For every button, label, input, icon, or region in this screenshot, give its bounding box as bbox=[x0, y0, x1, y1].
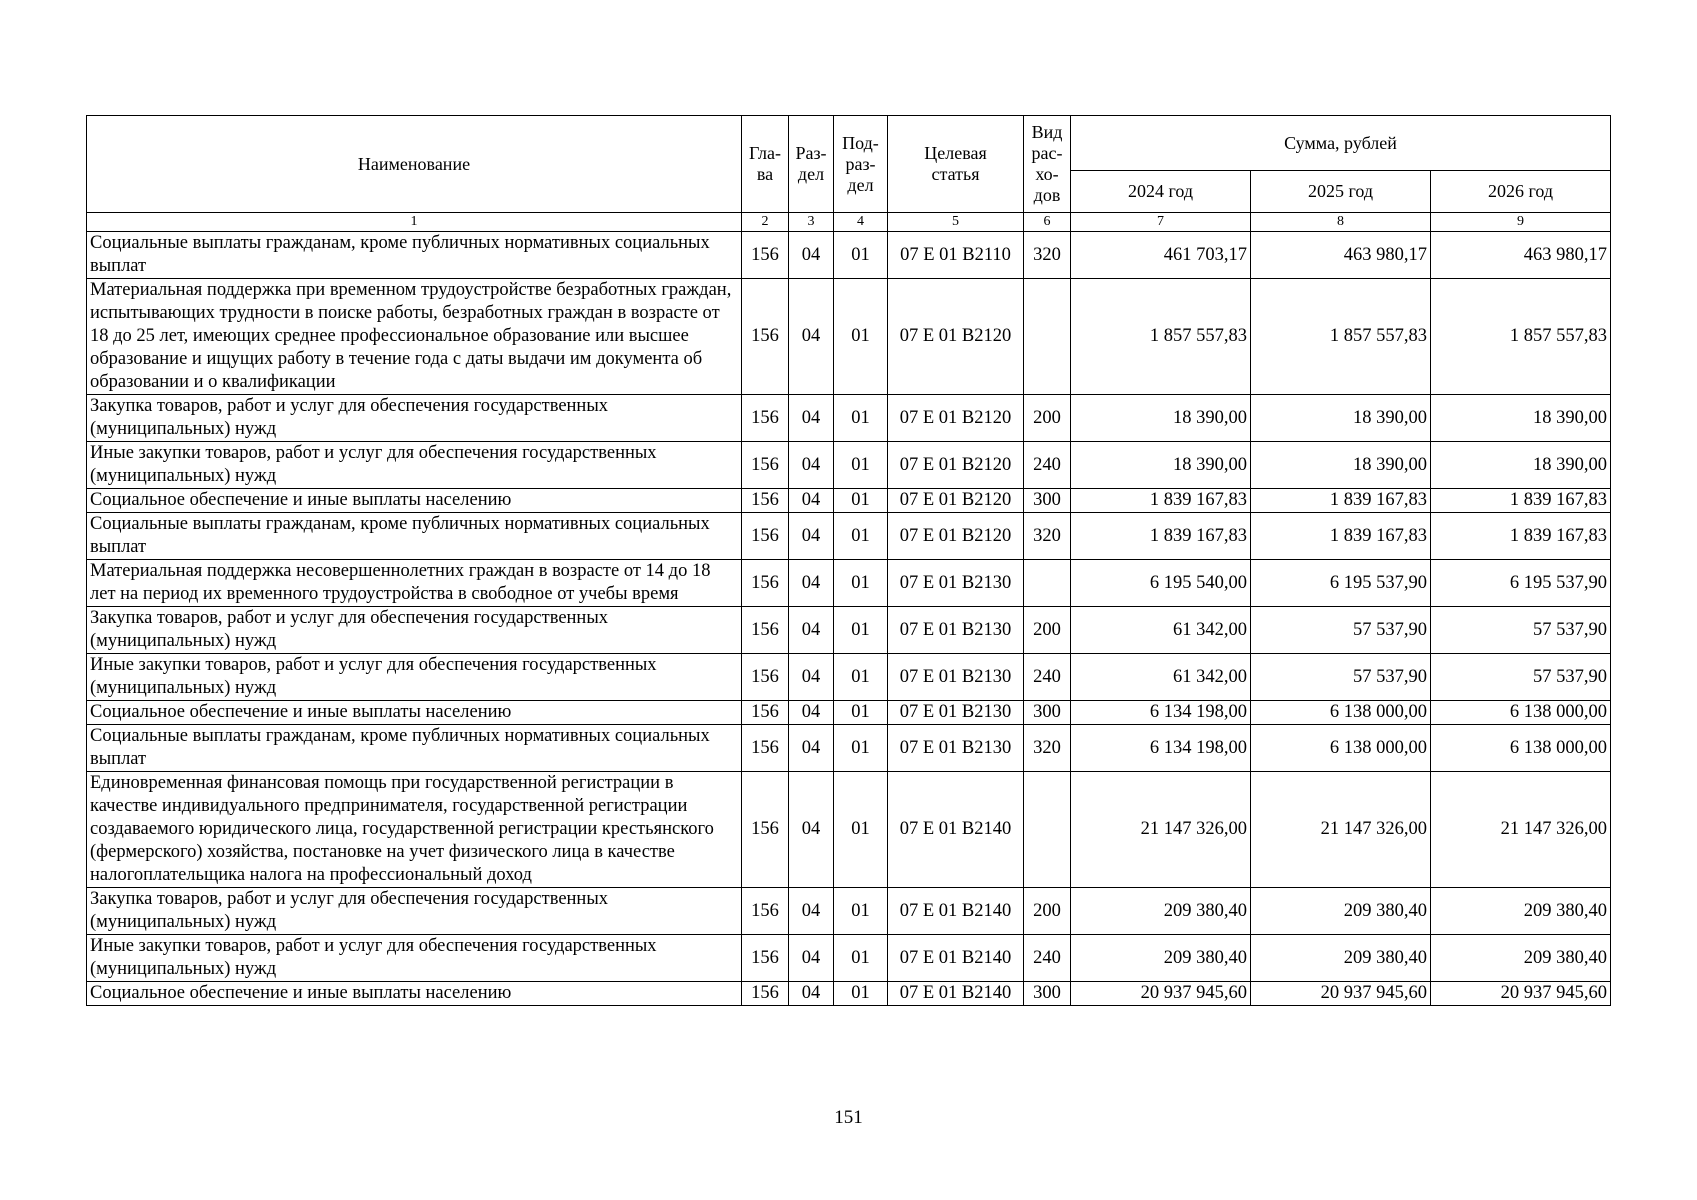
cell-target-article: 07 Е 01 В2130 bbox=[888, 560, 1024, 607]
cell-name: Социальные выплаты гражданам, кроме публичных нормативных социальных выплат bbox=[87, 725, 742, 772]
cell-amount-2025: 57 537,90 bbox=[1251, 654, 1431, 701]
cell-amount-2026: 209 380,40 bbox=[1431, 935, 1611, 982]
cell-amount-2026: 1 857 557,83 bbox=[1431, 279, 1611, 395]
table-row bbox=[87, 395, 1611, 442]
cell-name: Социальные выплаты гражданам, кроме публичных нормативных социальных выплат bbox=[87, 513, 742, 560]
cell-chapter: 156 bbox=[742, 560, 789, 607]
cell-amount-2024: 461 703,17 bbox=[1071, 232, 1251, 279]
cell-section: 04 bbox=[789, 935, 834, 982]
cell-amount-2025: 1 857 557,83 bbox=[1251, 279, 1431, 395]
cell-name: Социальное обеспечение и иные выплаты населению bbox=[87, 701, 742, 725]
table-body bbox=[87, 232, 1611, 1006]
cell-section: 04 bbox=[789, 489, 834, 513]
cell-amount-2026: 18 390,00 bbox=[1431, 442, 1611, 489]
cell-expense-type: 300 bbox=[1024, 489, 1071, 513]
cell-amount-2026: 1 839 167,83 bbox=[1431, 513, 1611, 560]
cell-amount-2024: 61 342,00 bbox=[1071, 654, 1251, 701]
column-number: 7 bbox=[1071, 213, 1251, 232]
table-row bbox=[87, 888, 1611, 935]
cell-chapter: 156 bbox=[742, 888, 789, 935]
cell-amount-2026: 57 537,90 bbox=[1431, 607, 1611, 654]
cell-expense-type: 200 bbox=[1024, 888, 1071, 935]
table-row bbox=[87, 935, 1611, 982]
cell-subsection: 01 bbox=[834, 982, 888, 1006]
cell-subsection: 01 bbox=[834, 513, 888, 560]
cell-section: 04 bbox=[789, 725, 834, 772]
cell-target-article: 07 Е 01 В2130 bbox=[888, 701, 1024, 725]
cell-name: Иные закупки товаров, работ и услуг для обеспечения государственных (муниципальных) нужд bbox=[87, 442, 742, 489]
cell-amount-2024: 20 937 945,60 bbox=[1071, 982, 1251, 1006]
cell-amount-2025: 57 537,90 bbox=[1251, 607, 1431, 654]
cell-expense-type: 200 bbox=[1024, 607, 1071, 654]
cell-expense-type: 200 bbox=[1024, 395, 1071, 442]
cell-subsection: 01 bbox=[834, 888, 888, 935]
cell-target-article: 07 Е 01 В2120 bbox=[888, 513, 1024, 560]
cell-chapter: 156 bbox=[742, 935, 789, 982]
cell-target-article: 07 Е 01 В2140 bbox=[888, 982, 1024, 1006]
cell-amount-2025: 463 980,17 bbox=[1251, 232, 1431, 279]
cell-target-article: 07 Е 01 В2130 bbox=[888, 654, 1024, 701]
cell-name: Материальная поддержка несовершеннолетних граждан в возрасте от 14 до 18 лет на период их временного трудоустройства в свободное от учебы время bbox=[87, 560, 742, 607]
cell-expense-type: 240 bbox=[1024, 654, 1071, 701]
header-year-2025: 2025 год bbox=[1251, 171, 1431, 213]
cell-target-article: 07 Е 01 В2140 bbox=[888, 935, 1024, 982]
header-year-2026: 2026 год bbox=[1431, 171, 1611, 213]
cell-name: Социальные выплаты гражданам, кроме публичных нормативных социальных выплат bbox=[87, 232, 742, 279]
cell-expense-type: 300 bbox=[1024, 701, 1071, 725]
cell-amount-2026: 57 537,90 bbox=[1431, 654, 1611, 701]
cell-name: Закупка товаров, работ и услуг для обеспечения государственных (муниципальных) нужд bbox=[87, 888, 742, 935]
column-number: 5 bbox=[888, 213, 1024, 232]
cell-amount-2025: 6 138 000,00 bbox=[1251, 701, 1431, 725]
cell-section: 04 bbox=[789, 279, 834, 395]
table-row bbox=[87, 607, 1611, 654]
cell-amount-2026: 6 138 000,00 bbox=[1431, 701, 1611, 725]
header-target: Целевая статья bbox=[888, 116, 1024, 213]
cell-section: 04 bbox=[789, 513, 834, 560]
cell-section: 04 bbox=[789, 982, 834, 1006]
cell-subsection: 01 bbox=[834, 725, 888, 772]
table-row bbox=[87, 725, 1611, 772]
budget-table bbox=[86, 115, 1611, 1006]
header-sum: Сумма, рублей bbox=[1071, 116, 1611, 171]
table-row bbox=[87, 701, 1611, 725]
cell-amount-2025: 18 390,00 bbox=[1251, 395, 1431, 442]
cell-target-article: 07 Е 01 В2110 bbox=[888, 232, 1024, 279]
cell-amount-2025: 6 138 000,00 bbox=[1251, 725, 1431, 772]
cell-chapter: 156 bbox=[742, 725, 789, 772]
cell-subsection: 01 bbox=[834, 654, 888, 701]
cell-amount-2025: 18 390,00 bbox=[1251, 442, 1431, 489]
cell-amount-2026: 20 937 945,60 bbox=[1431, 982, 1611, 1006]
cell-amount-2024: 21 147 326,00 bbox=[1071, 772, 1251, 888]
table-row bbox=[87, 513, 1611, 560]
cell-section: 04 bbox=[789, 607, 834, 654]
cell-section: 04 bbox=[789, 442, 834, 489]
cell-amount-2024: 209 380,40 bbox=[1071, 888, 1251, 935]
cell-amount-2024: 18 390,00 bbox=[1071, 442, 1251, 489]
cell-chapter: 156 bbox=[742, 607, 789, 654]
column-number: 3 bbox=[789, 213, 834, 232]
cell-expense-type: 300 bbox=[1024, 982, 1071, 1006]
cell-name: Социальное обеспечение и иные выплаты населению bbox=[87, 489, 742, 513]
cell-target-article: 07 Е 01 В2120 bbox=[888, 489, 1024, 513]
cell-section: 04 bbox=[789, 560, 834, 607]
cell-subsection: 01 bbox=[834, 232, 888, 279]
cell-amount-2024: 61 342,00 bbox=[1071, 607, 1251, 654]
cell-amount-2026: 21 147 326,00 bbox=[1431, 772, 1611, 888]
cell-chapter: 156 bbox=[742, 395, 789, 442]
table-row bbox=[87, 442, 1611, 489]
cell-expense-type: 240 bbox=[1024, 935, 1071, 982]
cell-chapter: 156 bbox=[742, 772, 789, 888]
cell-amount-2025: 209 380,40 bbox=[1251, 935, 1431, 982]
cell-target-article: 07 Е 01 В2130 bbox=[888, 607, 1024, 654]
page-number: 151 bbox=[834, 1107, 863, 1128]
cell-expense-type: 240 bbox=[1024, 442, 1071, 489]
header-subsection: Под- раз- дел bbox=[834, 116, 888, 213]
cell-name: Социальное обеспечение и иные выплаты населению bbox=[87, 982, 742, 1006]
cell-amount-2026: 209 380,40 bbox=[1431, 888, 1611, 935]
cell-amount-2025: 21 147 326,00 bbox=[1251, 772, 1431, 888]
cell-subsection: 01 bbox=[834, 489, 888, 513]
column-number: 9 bbox=[1431, 213, 1611, 232]
cell-section: 04 bbox=[789, 772, 834, 888]
header-year-2024: 2024 год bbox=[1071, 171, 1251, 213]
header-section: Раз- дел bbox=[789, 116, 834, 213]
table-header bbox=[87, 116, 1611, 232]
cell-amount-2025: 1 839 167,83 bbox=[1251, 489, 1431, 513]
cell-amount-2024: 18 390,00 bbox=[1071, 395, 1251, 442]
cell-name: Закупка товаров, работ и услуг для обеспечения государственных (муниципальных) нужд bbox=[87, 607, 742, 654]
cell-amount-2026: 6 195 537,90 bbox=[1431, 560, 1611, 607]
cell-chapter: 156 bbox=[742, 442, 789, 489]
header-exptype: Вид рас- хо- дов bbox=[1024, 116, 1071, 213]
cell-target-article: 07 Е 01 В2120 bbox=[888, 442, 1024, 489]
cell-expense-type: 320 bbox=[1024, 513, 1071, 560]
cell-amount-2024: 1 839 167,83 bbox=[1071, 513, 1251, 560]
cell-amount-2026: 18 390,00 bbox=[1431, 395, 1611, 442]
cell-section: 04 bbox=[789, 395, 834, 442]
cell-expense-type bbox=[1024, 279, 1071, 395]
column-number: 1 bbox=[87, 213, 742, 232]
cell-chapter: 156 bbox=[742, 701, 789, 725]
cell-amount-2026: 6 138 000,00 bbox=[1431, 725, 1611, 772]
cell-amount-2024: 209 380,40 bbox=[1071, 935, 1251, 982]
cell-subsection: 01 bbox=[834, 442, 888, 489]
cell-chapter: 156 bbox=[742, 279, 789, 395]
column-number: 8 bbox=[1251, 213, 1431, 232]
cell-amount-2025: 209 380,40 bbox=[1251, 888, 1431, 935]
cell-target-article: 07 Е 01 В2130 bbox=[888, 725, 1024, 772]
cell-section: 04 bbox=[789, 232, 834, 279]
cell-subsection: 01 bbox=[834, 607, 888, 654]
cell-amount-2025: 6 195 537,90 bbox=[1251, 560, 1431, 607]
table-row bbox=[87, 772, 1611, 888]
cell-subsection: 01 bbox=[834, 935, 888, 982]
table-row bbox=[87, 654, 1611, 701]
cell-subsection: 01 bbox=[834, 772, 888, 888]
cell-chapter: 156 bbox=[742, 232, 789, 279]
cell-amount-2026: 463 980,17 bbox=[1431, 232, 1611, 279]
cell-name: Иные закупки товаров, работ и услуг для обеспечения государственных (муниципальных) нужд bbox=[87, 935, 742, 982]
cell-section: 04 bbox=[789, 654, 834, 701]
cell-target-article: 07 Е 01 В2120 bbox=[888, 395, 1024, 442]
cell-amount-2025: 20 937 945,60 bbox=[1251, 982, 1431, 1006]
table-row bbox=[87, 982, 1611, 1006]
cell-target-article: 07 Е 01 В2120 bbox=[888, 279, 1024, 395]
column-number: 4 bbox=[834, 213, 888, 232]
cell-subsection: 01 bbox=[834, 701, 888, 725]
cell-amount-2024: 6 134 198,00 bbox=[1071, 701, 1251, 725]
column-number: 6 bbox=[1024, 213, 1071, 232]
cell-target-article: 07 Е 01 В2140 bbox=[888, 772, 1024, 888]
cell-subsection: 01 bbox=[834, 279, 888, 395]
cell-chapter: 156 bbox=[742, 489, 789, 513]
column-number: 2 bbox=[742, 213, 789, 232]
cell-section: 04 bbox=[789, 888, 834, 935]
cell-amount-2024: 1 839 167,83 bbox=[1071, 489, 1251, 513]
cell-target-article: 07 Е 01 В2140 bbox=[888, 888, 1024, 935]
cell-chapter: 156 bbox=[742, 654, 789, 701]
cell-amount-2026: 1 839 167,83 bbox=[1431, 489, 1611, 513]
column-number-row bbox=[87, 213, 1611, 232]
cell-amount-2025: 1 839 167,83 bbox=[1251, 513, 1431, 560]
cell-name: Материальная поддержка при временном трудоустройстве безработных граждан, испытывающих трудности в поиске работы, безработных граждан в возрасте от 18 до 25 лет, имеющих среднее профессиональное образование или высшее образование и ищущих работу в течение года с даты выдачи им документа об образовании и о квалификации bbox=[87, 279, 742, 395]
cell-expense-type bbox=[1024, 772, 1071, 888]
cell-amount-2024: 1 857 557,83 bbox=[1071, 279, 1251, 395]
table-row bbox=[87, 279, 1611, 395]
cell-amount-2024: 6 134 198,00 bbox=[1071, 725, 1251, 772]
cell-expense-type: 320 bbox=[1024, 232, 1071, 279]
cell-name: Закупка товаров, работ и услуг для обеспечения государственных (муниципальных) нужд bbox=[87, 395, 742, 442]
cell-amount-2024: 6 195 540,00 bbox=[1071, 560, 1251, 607]
cell-subsection: 01 bbox=[834, 395, 888, 442]
cell-name: Иные закупки товаров, работ и услуг для обеспечения государственных (муниципальных) нужд bbox=[87, 654, 742, 701]
cell-section: 04 bbox=[789, 701, 834, 725]
table-row bbox=[87, 560, 1611, 607]
cell-chapter: 156 bbox=[742, 513, 789, 560]
header-chapter: Гла- ва bbox=[742, 116, 789, 213]
cell-name: Единовременная финансовая помощь при государственной регистрации в качестве индивидуального предпринимателя, государственной регистрации создаваемого юридического лица, государственной регистрации крестьянского (фермерского) хозяйства, постановке на учет физического лица в качестве налогоплательщика налога на профессиональный доход bbox=[87, 772, 742, 888]
cell-expense-type bbox=[1024, 560, 1071, 607]
cell-subsection: 01 bbox=[834, 560, 888, 607]
cell-expense-type: 320 bbox=[1024, 725, 1071, 772]
table-row bbox=[87, 232, 1611, 279]
table-row bbox=[87, 489, 1611, 513]
header-name: Наименование bbox=[87, 116, 742, 213]
cell-chapter: 156 bbox=[742, 982, 789, 1006]
